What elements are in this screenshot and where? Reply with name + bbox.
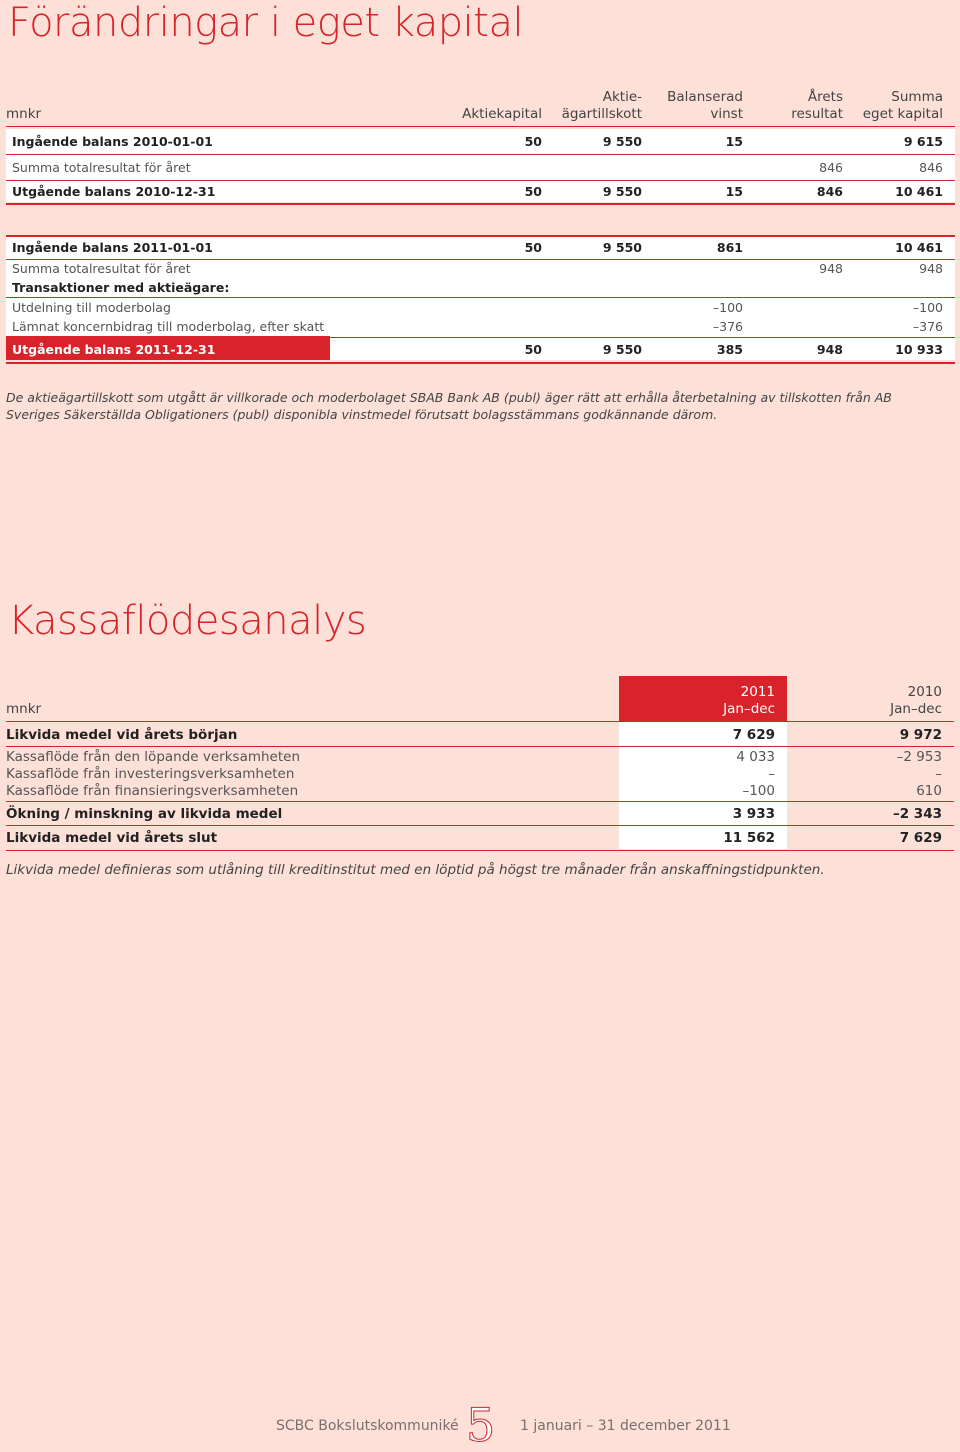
row-label: Kassaflöde från investeringsverksamheten (6, 766, 295, 782)
row-label: Ingående balans 2011-01-01 (12, 240, 213, 255)
row-label: Lämnat koncernbidrag till moderbolag, efter skatt (12, 319, 325, 334)
table-cell: 50 (524, 342, 542, 357)
table-cell: 948 (816, 342, 843, 357)
table-cell: 50 (524, 134, 542, 149)
table-cell: –2 343 (892, 806, 942, 822)
col-aktieagartillskott: Aktie- ägartillskott (561, 89, 642, 122)
mnkr-label: mnkr (6, 106, 42, 122)
table-cell: –2 953 (896, 749, 942, 765)
table-row (6, 783, 954, 802)
table-row (6, 749, 954, 766)
page-number: 5 (466, 1398, 496, 1452)
table-cell: 9 615 (903, 134, 943, 149)
table-cell: –100 (912, 300, 943, 315)
table-cell: 9 550 (602, 240, 642, 255)
col-balanserad-vinst: Balanserad vinst (667, 89, 743, 122)
col-arets-resultat: Årets resultat (791, 89, 843, 122)
row-label: Kassaflöde från finansieringsverksamheten (6, 783, 299, 799)
row-label: Ökning / minskning av likvida medel (6, 806, 283, 822)
table-cell: 10 461 (895, 184, 943, 199)
table-cell: 610 (916, 783, 942, 799)
table-cell: 7 629 (899, 830, 942, 846)
table-cell: 948 (819, 261, 843, 276)
col-aktiekapital: Aktiekapital (462, 106, 542, 122)
row-label: Kassaflöde från den löpande verksamheten (6, 749, 301, 765)
table-cell: –376 (912, 319, 943, 334)
col-summa-eget-kapital: Summa eget kapital (862, 89, 943, 122)
cashflow-footnote: Likvida medel definieras som utlåning till kreditinstitut med en löptid på högst tre månader från anskaffningstidpunkten. (6, 862, 825, 878)
row-label: Utgående balans 2011-12-31 (12, 342, 216, 357)
row-label: Likvida medel vid årets början (6, 727, 238, 743)
col-2011: 2011 Jan–dec (723, 684, 775, 717)
table-cell: –100 (742, 783, 775, 799)
cashflow-table (6, 684, 954, 851)
table-cell: 9 550 (602, 184, 642, 199)
table-cell: 50 (524, 240, 542, 255)
table-cell: 385 (716, 342, 743, 357)
equity-footnote: De aktieägartillskott som utgått är villkorade och moderbolaget SBAB Bank AB (publ) äger rätt att erhålla återbetalning av tillskotten från AB Sveriges Säkerställda Obligationers (publ) disponibla vinstmedel förutsatt bolagsstämmans godkännande därom. (6, 390, 892, 422)
mnkr-label: mnkr (6, 701, 42, 717)
table-cell: 10 933 (895, 342, 943, 357)
table-row (6, 826, 954, 851)
table-row (6, 722, 954, 747)
table-cell: –376 (712, 319, 743, 334)
table-row (6, 298, 955, 317)
table-row (6, 802, 954, 826)
cashflow-header (6, 684, 954, 722)
table-cell: – (935, 766, 942, 782)
table-cell: – (768, 766, 775, 782)
row-label: Summa totalresultat för året (12, 160, 191, 175)
table-row (6, 317, 955, 337)
table-cell: 3 933 (732, 806, 775, 822)
table-cell: 861 (716, 240, 743, 255)
table-row (6, 337, 955, 364)
table-cell: 7 629 (732, 727, 775, 743)
table-cell (743, 131, 843, 153)
table-row (6, 155, 955, 180)
equity-header (6, 86, 955, 127)
row-label: Summa totalresultat för året (12, 261, 191, 276)
row-label: Likvida medel vid årets slut (6, 830, 218, 846)
table-row (6, 180, 955, 205)
row-label: Transaktioner med aktieägare: (12, 280, 230, 295)
table-row (6, 260, 955, 278)
table-cell: 4 033 (736, 749, 775, 765)
col-2010: 2010 Jan–dec (890, 684, 942, 717)
footer-period: 1 januari – 31 december 2011 (520, 1418, 731, 1434)
cashflow-title: Kassaflödesanalys (8, 598, 367, 644)
equity-block2 (6, 237, 955, 364)
equity-block1 (6, 131, 955, 205)
row-label: Ingående balans 2010-01-01 (12, 134, 213, 149)
table-row (6, 766, 954, 783)
table-cell: 846 (816, 184, 843, 199)
table-row (6, 131, 955, 155)
row-label: Utdelning till moderbolag (12, 300, 171, 315)
footer-report-name: SCBC Bokslutskommuniké (276, 1418, 459, 1434)
table-cell: 50 (524, 184, 542, 199)
table-cell: 9 972 (899, 727, 942, 743)
table-row (6, 237, 955, 260)
table-cell: 9 550 (602, 342, 642, 357)
row-label: Utgående balans 2010-12-31 (12, 184, 216, 199)
table-row (6, 278, 955, 298)
table-cell: 846 (819, 160, 843, 175)
table-cell: 846 (919, 160, 943, 175)
table-cell: 948 (919, 261, 943, 276)
table-cell: –100 (712, 300, 743, 315)
equity-title: Förändringar i eget kapital (8, 0, 524, 46)
table-cell: 11 562 (723, 830, 775, 846)
table-cell: 9 550 (602, 134, 642, 149)
table-cell: 15 (725, 134, 743, 149)
table-cell: 15 (725, 184, 743, 199)
table-cell: 10 461 (895, 240, 943, 255)
